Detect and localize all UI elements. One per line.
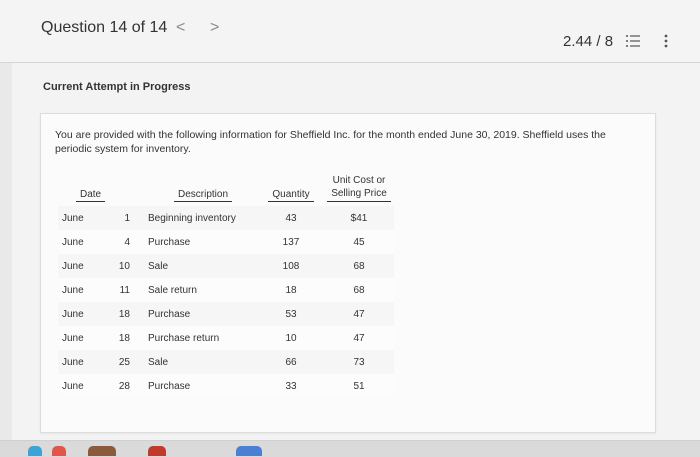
- quantity-header: Quantity: [258, 168, 324, 206]
- row-day: 1: [102, 206, 144, 230]
- row-day: 10: [102, 254, 144, 278]
- row-description: Purchase: [144, 374, 258, 398]
- row-description: Sale: [144, 254, 258, 278]
- row-quantity: 137: [258, 230, 324, 254]
- row-description: Purchase: [144, 302, 258, 326]
- row-description: Purchase: [144, 230, 258, 254]
- row-description: Sale: [144, 350, 258, 374]
- row-quantity: 33: [258, 374, 324, 398]
- row-day: 25: [102, 350, 144, 374]
- problem-card: [40, 113, 656, 433]
- table-body: [58, 206, 394, 398]
- next-question-button[interactable]: >: [210, 19, 220, 36]
- question-area: [12, 63, 700, 456]
- row-month: June: [58, 374, 102, 398]
- row-quantity: 43: [258, 206, 324, 230]
- row-description: Beginning inventory: [144, 206, 258, 230]
- table-header-row: [58, 168, 394, 206]
- list-icon[interactable]: [625, 33, 641, 49]
- table-row: [58, 350, 394, 374]
- date-header: Date: [58, 168, 144, 206]
- problem-intro: You are provided with the following information for Sheffield Inc. for the month ended June 30, 2019. Sheffield uses the periodic system for inventory.: [55, 129, 606, 155]
- app-icon[interactable]: [52, 446, 66, 456]
- row-quantity: 10: [258, 326, 324, 350]
- row-day: 4: [102, 230, 144, 254]
- row-unit-cost: 68: [324, 278, 394, 302]
- table-row: [58, 254, 394, 278]
- inventory-table: [58, 168, 394, 398]
- app-icon[interactable]: [88, 446, 116, 456]
- row-quantity: 53: [258, 302, 324, 326]
- description-header: Description: [144, 168, 258, 206]
- more-vertical-icon[interactable]: [662, 33, 670, 49]
- row-month: June: [58, 326, 102, 350]
- row-month: June: [58, 302, 102, 326]
- row-unit-cost: 73: [324, 350, 394, 374]
- table-row: [58, 206, 394, 230]
- top-bar: [0, 0, 700, 63]
- table-row: [58, 326, 394, 350]
- row-month: June: [58, 230, 102, 254]
- app-icon[interactable]: [236, 446, 262, 456]
- row-day: 28: [102, 374, 144, 398]
- row-quantity: 18: [258, 278, 324, 302]
- unit-cost-header: Unit Cost or Selling Price: [324, 168, 394, 206]
- row-month: June: [58, 206, 102, 230]
- row-month: June: [58, 278, 102, 302]
- app-icon[interactable]: [148, 446, 166, 456]
- row-unit-cost: 47: [324, 326, 394, 350]
- table-row: [58, 230, 394, 254]
- row-quantity: 66: [258, 350, 324, 374]
- row-unit-cost: $41: [324, 206, 394, 230]
- row-unit-cost: 47: [324, 302, 394, 326]
- table-row: [58, 302, 394, 326]
- row-unit-cost: 68: [324, 254, 394, 278]
- row-unit-cost: 45: [324, 230, 394, 254]
- attempt-status: Current Attempt in Progress: [43, 81, 191, 93]
- score-display: 2.44 / 8: [563, 33, 614, 50]
- row-day: 18: [102, 326, 144, 350]
- table-row: [58, 374, 394, 398]
- row-day: 18: [102, 302, 144, 326]
- row-description: Purchase return: [144, 326, 258, 350]
- row-description: Sale return: [144, 278, 258, 302]
- row-month: June: [58, 350, 102, 374]
- question-counter: Question 14 of 14: [41, 19, 168, 36]
- app-icon[interactable]: [28, 446, 42, 456]
- table-row: [58, 278, 394, 302]
- row-month: June: [58, 254, 102, 278]
- row-quantity: 108: [258, 254, 324, 278]
- row-unit-cost: 51: [324, 374, 394, 398]
- row-day: 11: [102, 278, 144, 302]
- previous-question-button[interactable]: <: [176, 19, 186, 36]
